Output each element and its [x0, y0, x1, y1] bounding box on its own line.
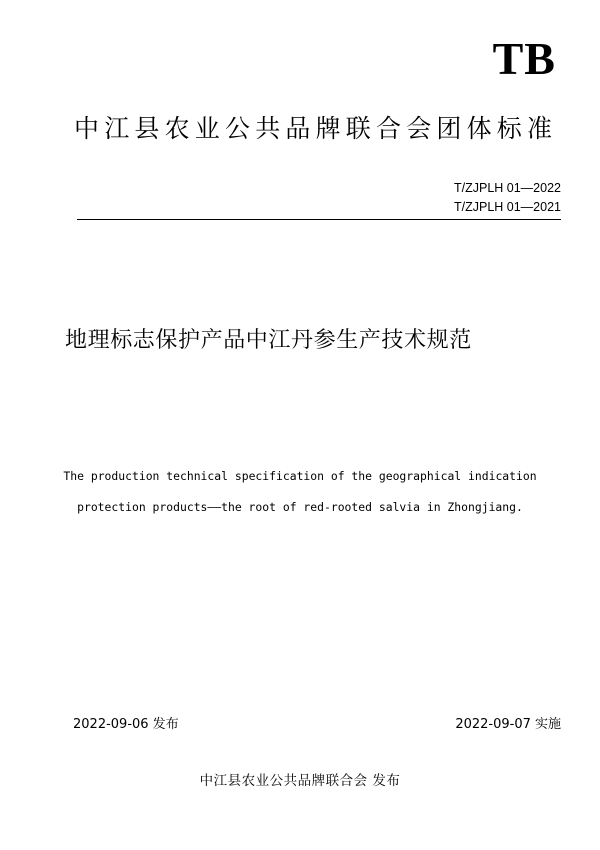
publish-date: 2022-09-06 发布 — [73, 717, 179, 732]
document-title-english-line-1: The production technical specification of the geographical indication — [63, 469, 537, 483]
document-title-english-line-2: protection products——the root of red-rooted salvia in Zhongjiang. — [77, 500, 523, 514]
publisher: 中江县农业公共品牌联合会 发布 — [199, 773, 401, 789]
header-divider — [77, 219, 561, 220]
implementation-date: 2022-09-07 实施 — [455, 717, 561, 732]
standard-code: T/ZJPLH 01—2022 — [454, 181, 561, 195]
organization-standard-title: 中江县农业公共品牌联合会团体标准 — [74, 114, 558, 143]
replaced-standard-code: T/ZJPLH 01—2021 — [454, 200, 561, 214]
document-title-chinese: 地理标志保护产品中江丹参生产技术规范 — [65, 328, 472, 353]
standard-type-badge: TB — [492, 33, 556, 84]
